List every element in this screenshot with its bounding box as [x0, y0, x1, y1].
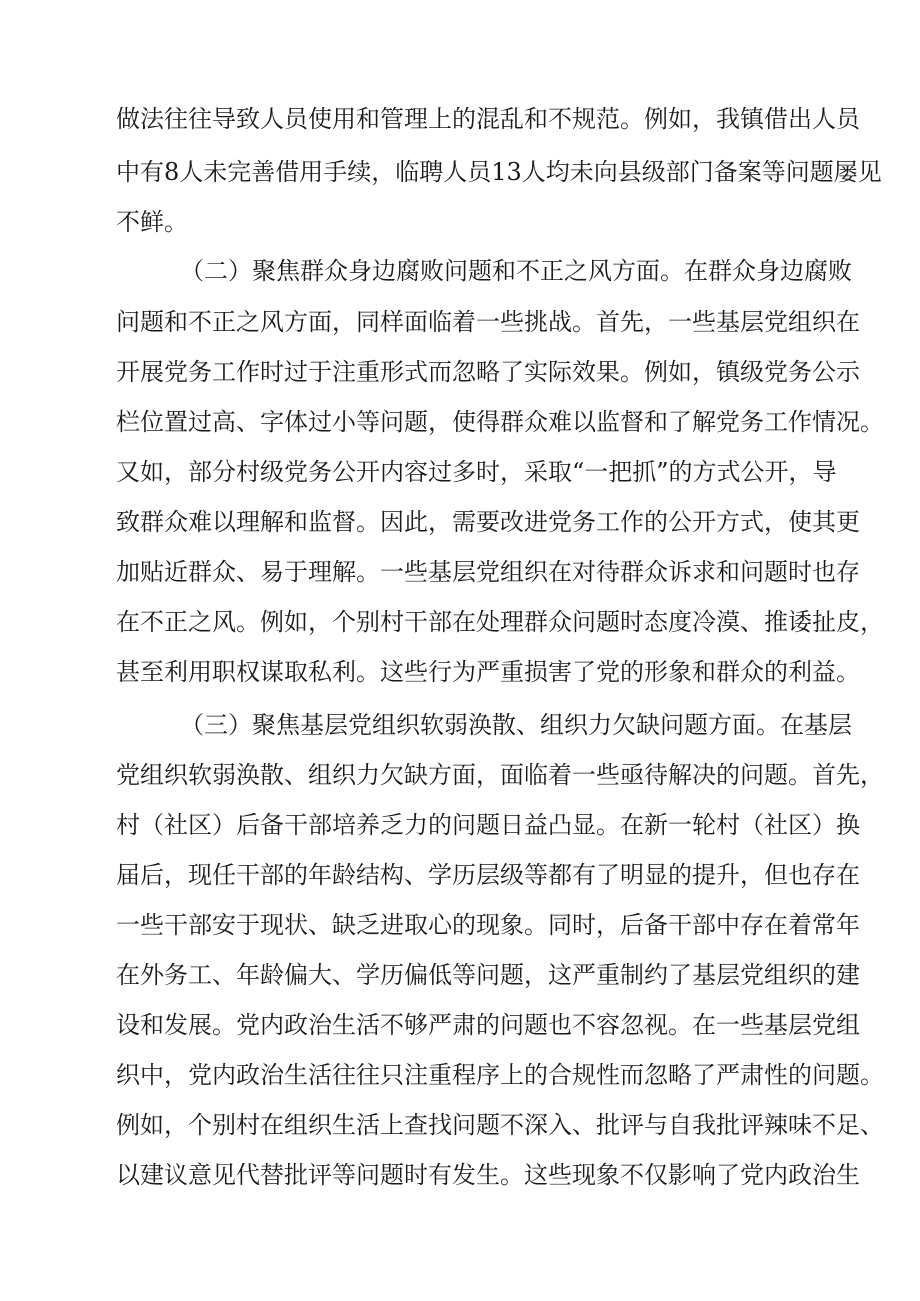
- text-line: 例如，个别村在组织生活上查找问题不深入、批评与自我批评辣味不足、: [116, 1111, 884, 1139]
- paragraph-heading: （二）聚焦群众身边腐败问题和不正之风方面。在群众身边腐败: [180, 257, 852, 285]
- text-line: 届后，现任干部的年龄结构、学历层级等都有了明显的提升，但也存在: [116, 861, 860, 889]
- text-line: 做法往往导致人员使用和管理上的混乱和不规范。例如，我镇借出人员: [116, 105, 860, 133]
- text-line: 以建议意见代替批评等问题时有发生。这些现象不仅影响了党内政治生: [116, 1161, 860, 1189]
- text-line: 栏位置过高、字体过小等问题，使得群众难以监督和了解党务工作情况。: [116, 408, 884, 436]
- text-line: 致群众难以理解和监督。因此，需要改进党务工作的公开方式，使其更: [116, 508, 860, 536]
- text-line: 开展党务工作时过于注重形式而忽略了实际效果。例如，镇级党务公示: [116, 358, 860, 386]
- text-line: 不鲜。: [116, 208, 188, 236]
- text-line: 织中，党内政治生活往往只注重程序上的合规性而忽略了严肃性的问题。: [116, 1061, 884, 1089]
- text-line: 设和发展。党内政治生活不够严肃的问题也不容忽视。在一些基层党组: [116, 1011, 860, 1039]
- text-line: 一些干部安于现状、缺乏进取心的现象。同时，后备干部中存在着常年: [116, 911, 860, 939]
- text-line: 中有8人未完善借用手续，临聘人员13人均未向县级部门备案等问题屡见: [116, 158, 882, 186]
- text-line: 加贴近群众、易于理解。一些基层党组织在对待群众诉求和问题时也存: [116, 558, 860, 586]
- text-line: 村（社区）后备干部培养乏力的问题日益凸显。在新一轮村（社区）换: [116, 811, 860, 839]
- text-line: 又如，部分村级党务公开内容过多时，采取“一把抓”的方式公开，导: [116, 458, 837, 486]
- paragraph-heading: （三）聚焦基层党组织软弱涣散、组织力欠缺问题方面。在基层: [180, 711, 852, 739]
- text-line: 问题和不正之风方面，同样面临着一些挑战。首先，一些基层党组织在: [116, 308, 860, 336]
- text-line: 在不正之风。例如，个别村干部在处理群众问题时态度冷漠、推诿扯皮，: [116, 608, 884, 636]
- text-line: 甚至利用职权谋取私利。这些行为严重损害了党的形象和群众的利益。: [116, 658, 860, 686]
- text-line: 党组织软弱涣散、组织力欠缺方面，面临着一些亟待解决的问题。首先，: [116, 761, 884, 789]
- text-line: 在外务工、年龄偏大、学历偏低等问题，这严重制约了基层党组织的建: [116, 961, 860, 989]
